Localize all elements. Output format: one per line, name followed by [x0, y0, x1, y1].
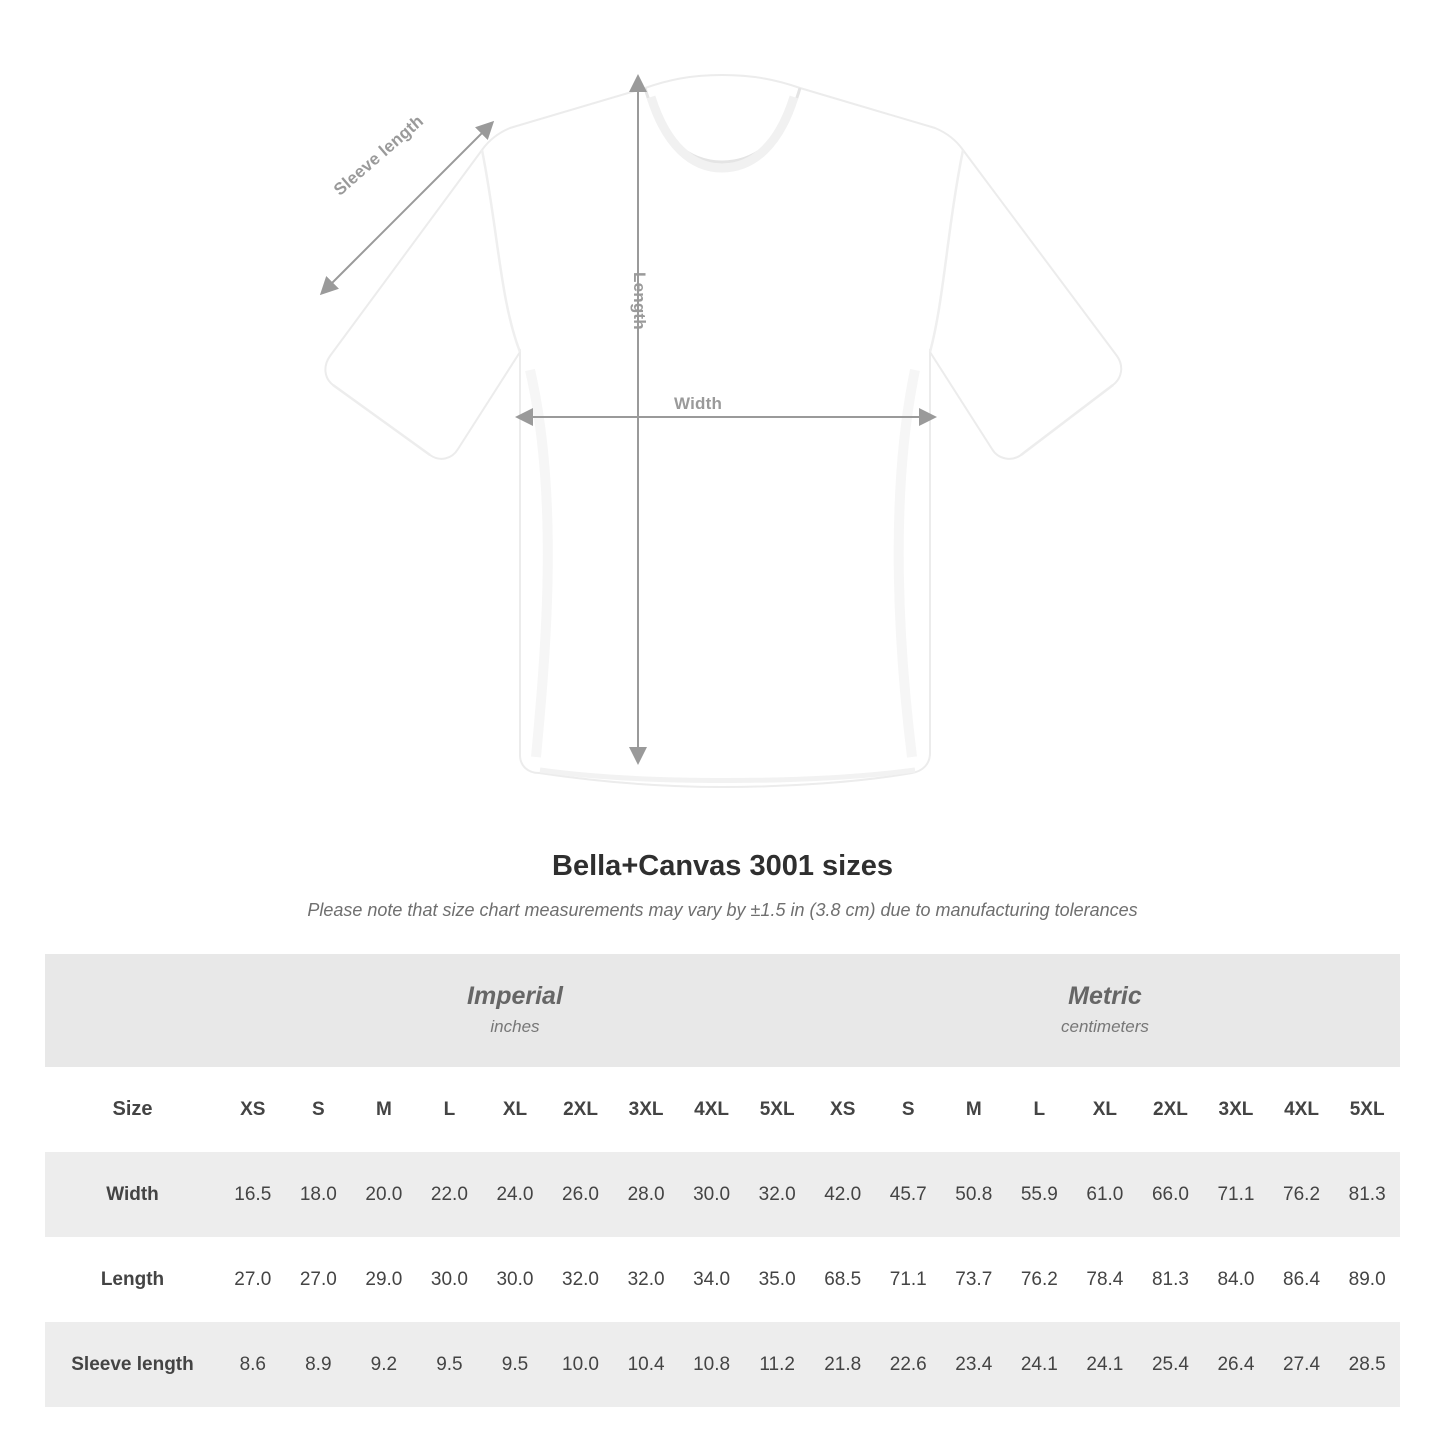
unit-group-imperial — [220, 954, 810, 1067]
cell-width-met-3xl: 71.1 — [1203, 1152, 1269, 1237]
cell-length-met-4xl: 86.4 — [1269, 1237, 1335, 1322]
cell-sleeve-met-4xl: 27.4 — [1269, 1322, 1335, 1407]
cell-width-met-l: 55.9 — [1007, 1152, 1073, 1237]
cell-width-met-xl: 61.0 — [1072, 1152, 1138, 1237]
cell-length-met-l: 76.2 — [1007, 1237, 1073, 1322]
tolerance-note: Please note that size chart measurements may vary by ±1.5 in (3.8 cm) due to manufacturing tolerances — [307, 900, 1138, 920]
size-table — [45, 954, 1400, 1407]
cell-sleeve-met-xl: 24.1 — [1072, 1322, 1138, 1407]
size-header-cell: 4XL — [679, 1067, 745, 1152]
cell-width-met-xs: 42.0 — [810, 1152, 876, 1237]
cell-length-met-m: 73.7 — [941, 1237, 1007, 1322]
cell-width-imp-xl: 24.0 — [482, 1152, 548, 1237]
size-header-row — [45, 1067, 1400, 1152]
row-label-length: Length — [45, 1237, 220, 1322]
cell-length-imp-2xl: 32.0 — [548, 1237, 614, 1322]
chart-heading-block — [0, 850, 1445, 921]
cell-length-imp-l: 30.0 — [417, 1237, 483, 1322]
cell-sleeve-met-l: 24.1 — [1007, 1322, 1073, 1407]
cell-sleeve-met-s: 22.6 — [875, 1322, 941, 1407]
cell-width-imp-3xl: 28.0 — [613, 1152, 679, 1237]
table-row — [45, 1152, 1400, 1237]
size-header-cell: 2XL — [1138, 1067, 1204, 1152]
unit-header-spacer — [45, 954, 220, 1067]
cell-sleeve-imp-m: 9.2 — [351, 1322, 417, 1407]
cell-sleeve-met-m: 23.4 — [941, 1322, 1007, 1407]
cell-length-imp-m: 29.0 — [351, 1237, 417, 1322]
cell-width-imp-5xl: 32.0 — [744, 1152, 810, 1237]
tshirt-shape — [325, 75, 1121, 787]
cell-sleeve-imp-xl: 9.5 — [482, 1322, 548, 1407]
size-header-label: Size — [45, 1067, 220, 1152]
size-header-cell: 2XL — [548, 1067, 614, 1152]
size-header-cell: XL — [482, 1067, 548, 1152]
cell-sleeve-imp-3xl: 10.4 — [613, 1322, 679, 1407]
cell-sleeve-met-5xl: 28.5 — [1334, 1322, 1400, 1407]
cell-length-met-xs: 68.5 — [810, 1237, 876, 1322]
table-row — [45, 1237, 1400, 1322]
size-header-cell: L — [417, 1067, 483, 1152]
cell-length-imp-3xl: 32.0 — [613, 1237, 679, 1322]
cell-length-met-xl: 78.4 — [1072, 1237, 1138, 1322]
unit-group-metric-name: Metric — [1068, 982, 1142, 1011]
cell-length-imp-4xl: 34.0 — [679, 1237, 745, 1322]
cell-width-imp-l: 22.0 — [417, 1152, 483, 1237]
size-header-cell: XL — [1072, 1067, 1138, 1152]
cell-length-imp-xl: 30.0 — [482, 1237, 548, 1322]
cell-sleeve-imp-5xl: 11.2 — [744, 1322, 810, 1407]
size-header-cell: XS — [220, 1067, 286, 1152]
size-table-wrapper — [45, 954, 1400, 1407]
unit-group-metric-sub: centimeters — [1061, 1016, 1149, 1036]
cell-sleeve-imp-2xl: 10.0 — [548, 1322, 614, 1407]
cell-sleeve-met-3xl: 26.4 — [1203, 1322, 1269, 1407]
cell-width-imp-4xl: 30.0 — [679, 1152, 745, 1237]
size-header-cell: XS — [810, 1067, 876, 1152]
cell-length-imp-s: 27.0 — [286, 1237, 352, 1322]
cell-width-met-5xl: 81.3 — [1334, 1152, 1400, 1237]
unit-header-row — [45, 954, 1400, 1067]
unit-group-imperial-sub: inches — [490, 1016, 540, 1036]
size-header-cell: M — [351, 1067, 417, 1152]
size-header-cell: 5XL — [744, 1067, 810, 1152]
cell-width-met-4xl: 76.2 — [1269, 1152, 1335, 1237]
table-row — [45, 1322, 1400, 1407]
unit-group-metric — [810, 954, 1400, 1067]
cell-width-imp-m: 20.0 — [351, 1152, 417, 1237]
cell-width-met-s: 45.7 — [875, 1152, 941, 1237]
cell-sleeve-imp-l: 9.5 — [417, 1322, 483, 1407]
cell-length-met-5xl: 89.0 — [1334, 1237, 1400, 1322]
size-header-cell: M — [941, 1067, 1007, 1152]
cell-width-met-2xl: 66.0 — [1138, 1152, 1204, 1237]
size-header-cell: S — [286, 1067, 352, 1152]
length-label: Length — [630, 272, 649, 330]
width-label: Width — [674, 394, 723, 413]
cell-sleeve-imp-4xl: 10.8 — [679, 1322, 745, 1407]
size-header-cell: L — [1007, 1067, 1073, 1152]
cell-length-met-s: 71.1 — [875, 1237, 941, 1322]
cell-width-met-m: 50.8 — [941, 1152, 1007, 1237]
cell-length-met-3xl: 84.0 — [1203, 1237, 1269, 1322]
size-header-cell: S — [875, 1067, 941, 1152]
size-header-cell: 3XL — [613, 1067, 679, 1152]
page-title: Bella+Canvas 3001 sizes — [552, 850, 893, 882]
cell-length-met-2xl: 81.3 — [1138, 1237, 1204, 1322]
row-label-sleeve-length: Sleeve length — [45, 1322, 220, 1407]
cell-width-imp-2xl: 26.0 — [548, 1152, 614, 1237]
sleeve-length-label: Sleeve length — [330, 111, 428, 200]
size-header-cell: 4XL — [1269, 1067, 1335, 1152]
cell-sleeve-imp-xs: 8.6 — [220, 1322, 286, 1407]
cell-width-imp-xs: 16.5 — [220, 1152, 286, 1237]
unit-group-imperial-name: Imperial — [467, 982, 563, 1011]
size-header-cell: 5XL — [1334, 1067, 1400, 1152]
size-header-cell: 3XL — [1203, 1067, 1269, 1152]
cell-sleeve-imp-s: 8.9 — [286, 1322, 352, 1407]
row-label-width: Width — [45, 1152, 220, 1237]
cell-length-imp-5xl: 35.0 — [744, 1237, 810, 1322]
cell-sleeve-met-2xl: 25.4 — [1138, 1322, 1204, 1407]
cell-sleeve-met-xs: 21.8 — [810, 1322, 876, 1407]
cell-length-imp-xs: 27.0 — [220, 1237, 286, 1322]
cell-width-imp-s: 18.0 — [286, 1152, 352, 1237]
